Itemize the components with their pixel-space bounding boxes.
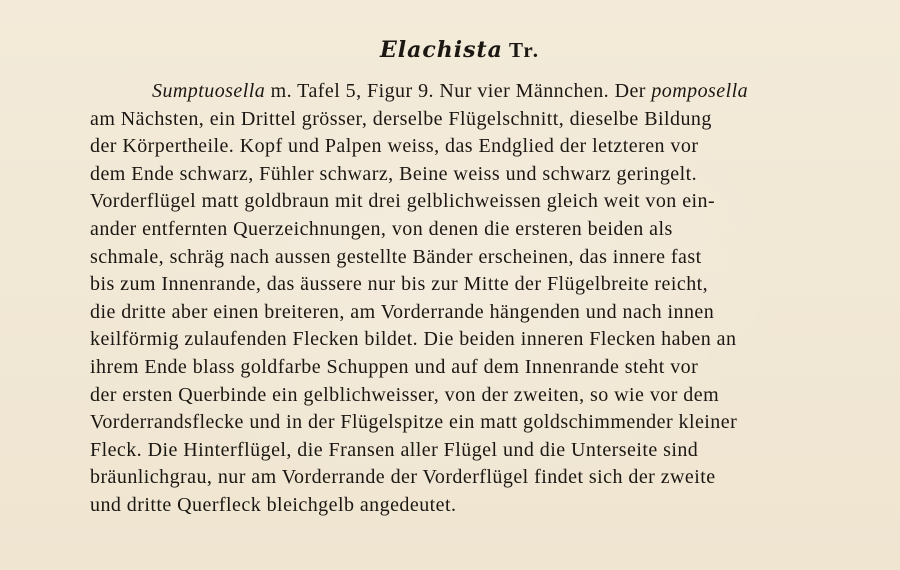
text-line: die dritte aber einen breiteren, am Vorderrande hängenden und nach innen bbox=[90, 300, 715, 323]
text-line: und dritte Querfleck bleichgelb angedeutet. bbox=[90, 493, 457, 516]
species-description bbox=[90, 78, 878, 520]
text-line-1 bbox=[90, 78, 878, 106]
text-line: am Nächsten, ein Drittel grösser, derselbe Flügelschnitt, dieselbe Bildung bbox=[90, 107, 712, 130]
author-abbreviation: Tr. bbox=[508, 38, 541, 62]
species-name: Sumptuosella bbox=[152, 80, 266, 102]
text-line: dem Ende schwarz, Fühler schwarz, Beine weiss und schwarz geringelt. bbox=[90, 162, 698, 185]
section-heading bbox=[380, 35, 540, 65]
text-line: Vorderrandsflecke und in der Flügelspitze ein matt goldschimmender kleiner bbox=[90, 411, 738, 434]
text-line: schmale, schräg nach aussen gestellte Bänder erscheinen, das innere fast bbox=[90, 245, 702, 268]
genus-name: Elachista bbox=[380, 37, 503, 63]
text-line: ihrem Ende blass goldfarbe Schuppen und auf dem Innenrande steht vor bbox=[90, 355, 699, 378]
text-line: der ersten Querbinde ein gelblichweisser, von der zweiten, so wie vor dem bbox=[90, 383, 720, 406]
text-line: ander entfernten Querzeichnungen, von denen die ersteren beiden als bbox=[90, 217, 673, 240]
text-line: bräunlichgrau, nur am Vorderrande der Vorderflügel findet sich der zweite bbox=[90, 466, 716, 489]
text-line: der Körpertheile. Kopf und Palpen weiss, das Endglied der letzteren vor bbox=[90, 135, 699, 158]
text-line: Vorderflügel matt goldbraun mit drei gelblichweissen gleich weit von ein- bbox=[90, 190, 716, 213]
compare-species: pomposella bbox=[651, 80, 749, 102]
text-line: bis zum Innenrande, das äussere nur bis zur Mitte der Flügelbreite reicht, bbox=[90, 273, 709, 296]
text-line: keilförmig zulaufenden Flecken bildet. Die beiden inneren Flecken haben an bbox=[90, 328, 737, 351]
text-line: Fleck. Die Hinterflügel, die Fransen aller Flügel und die Unterseite sind bbox=[90, 438, 699, 461]
first-line-text: m. Tafel 5, Figur 9. Nur vier Männchen. Der bbox=[265, 80, 652, 102]
